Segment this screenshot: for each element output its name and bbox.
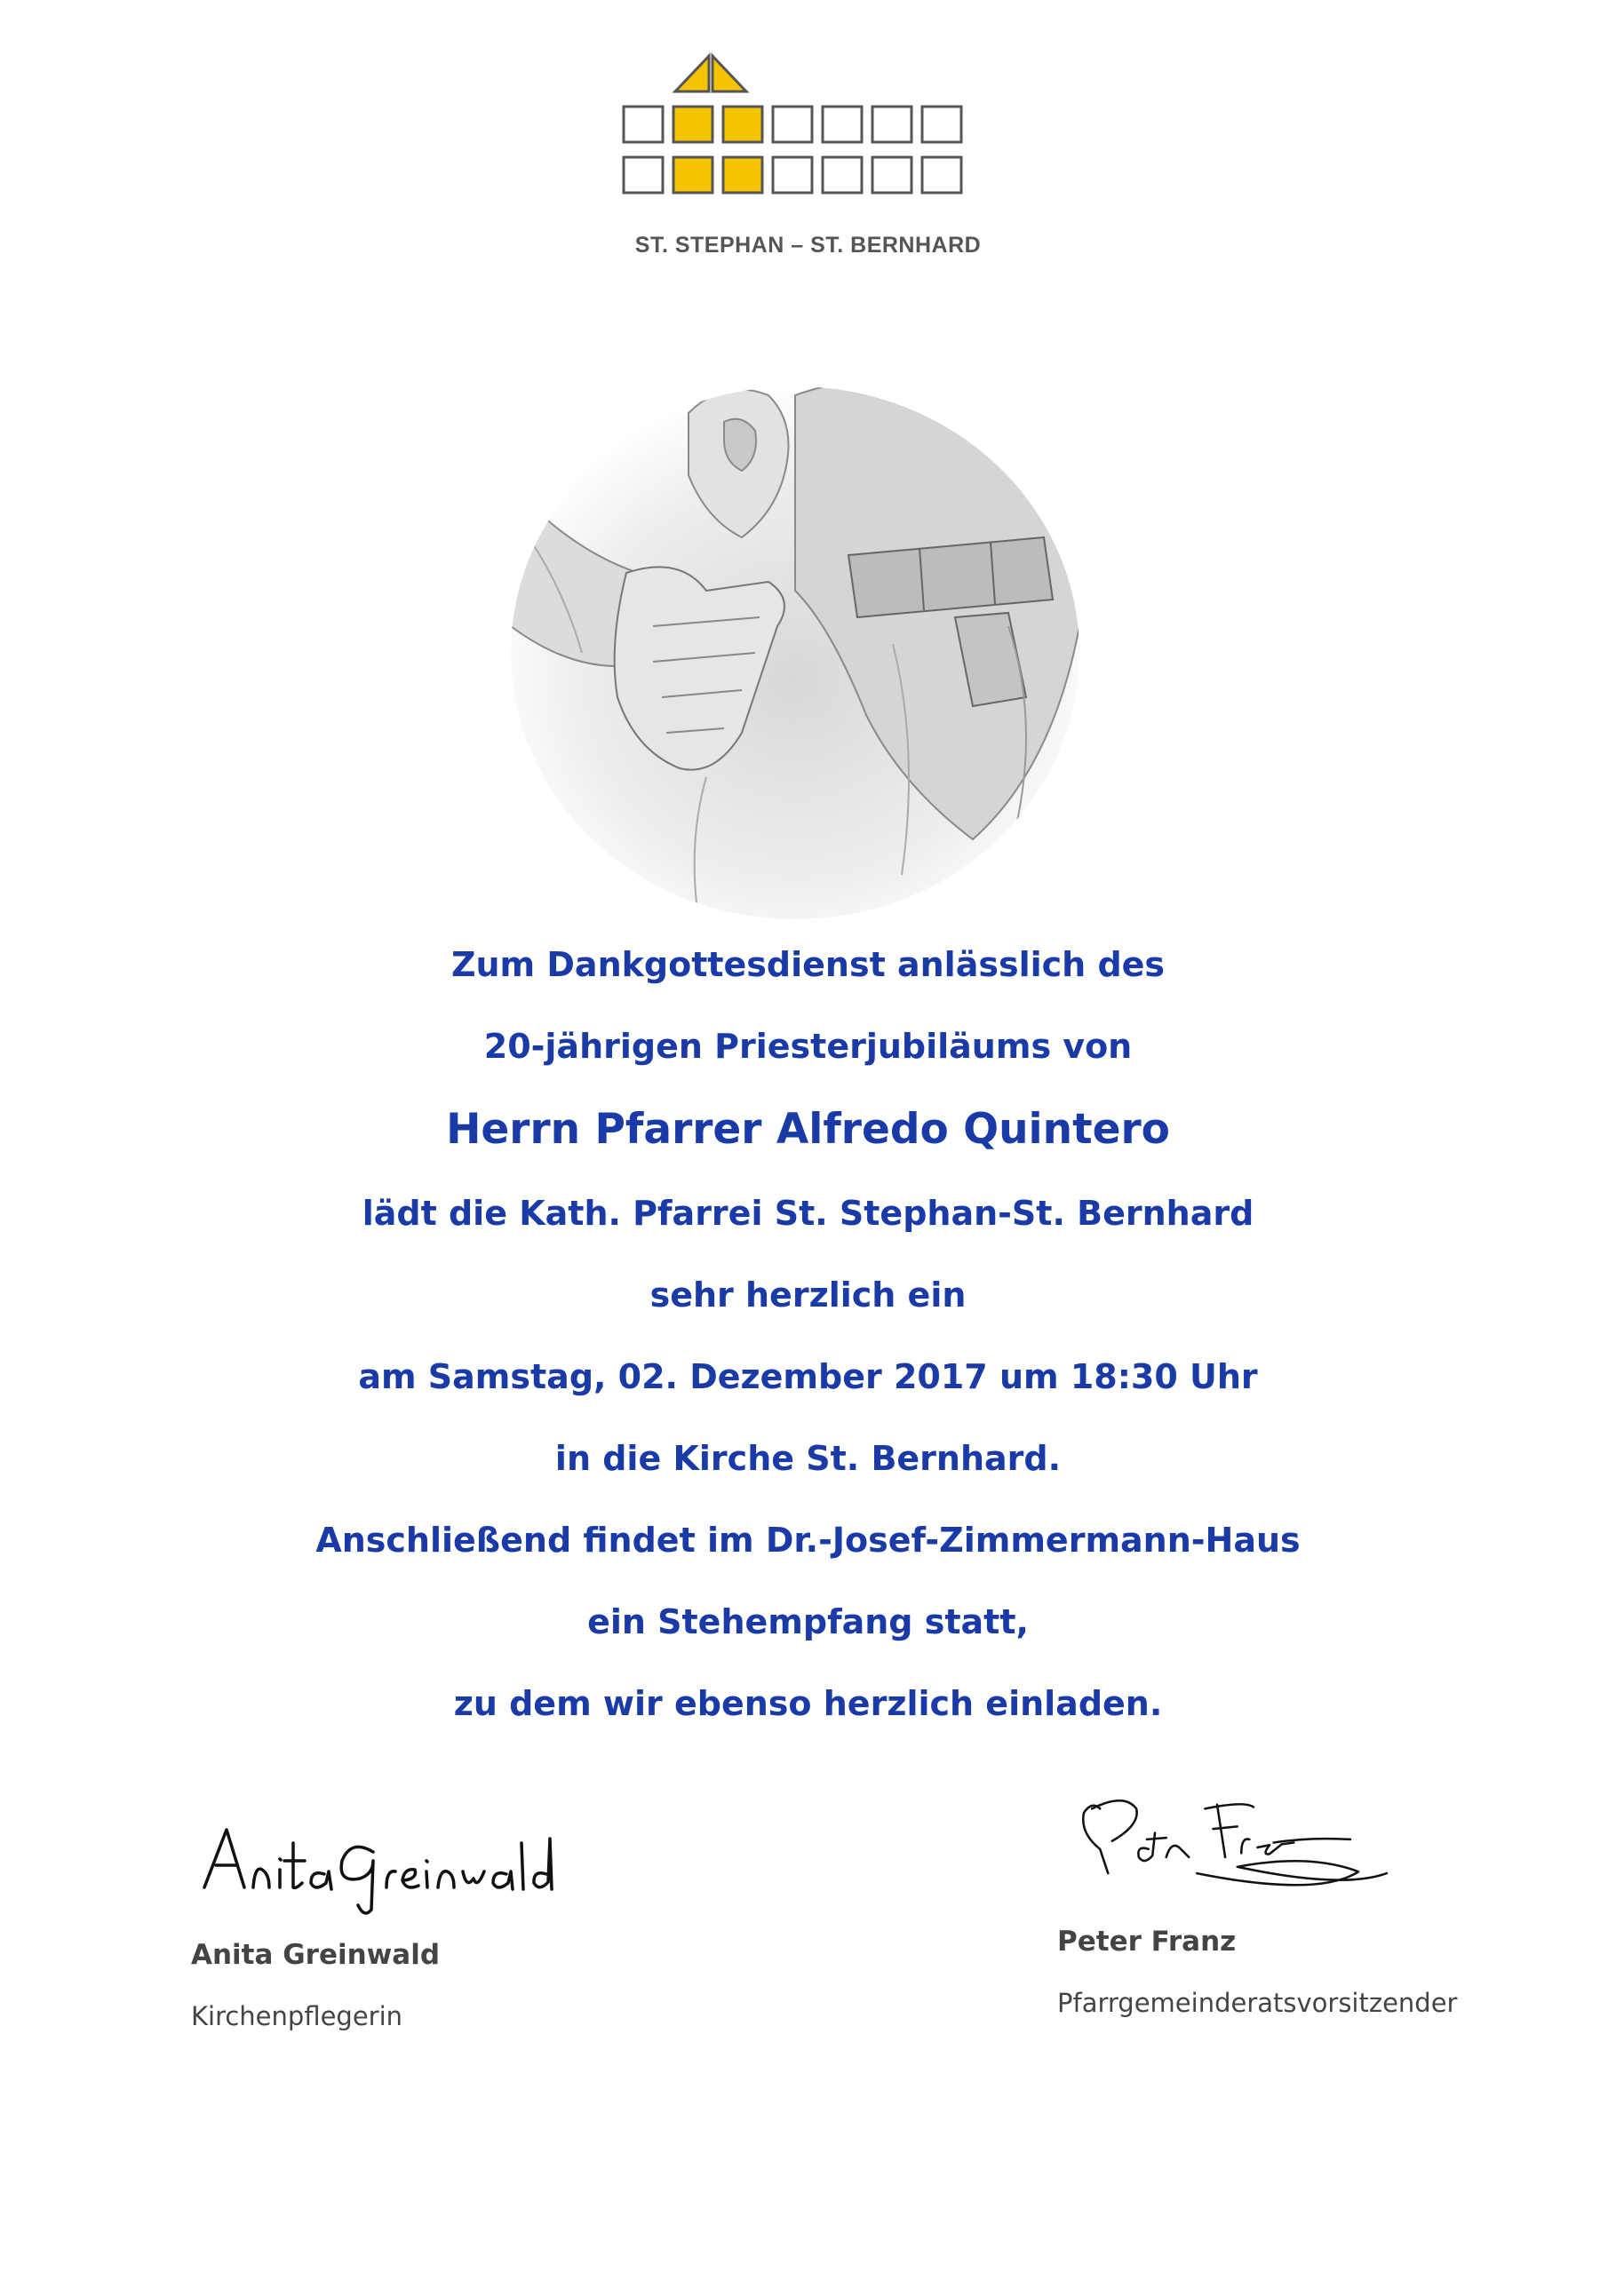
signatory-role-left: Kirchenpflegerin [191, 2001, 403, 2031]
invitation-line-closing: zu dem wir ebenso herzlich einladen. [453, 1684, 1163, 1723]
signatory-role-right: Pfarrgemeinderatsvorsitzender [1057, 1988, 1458, 2018]
invitation-text [0, 924, 1616, 1744]
signatory-name-left: Anita Greinwald [191, 1939, 441, 1971]
invitation-line-honoree: Herrn Pfarrer Alfredo Quintero [446, 1105, 1170, 1154]
signatory-name-right: Peter Franz [1057, 1926, 1237, 1958]
invitation-line-reception: ein Stehempfang statt, [587, 1602, 1029, 1641]
parish-name: ST. STEPHAN – ST. BERNHARD [634, 233, 982, 258]
invitation-line-reception-place: Anschließend findet im Dr.-Josef-Zimmermann-Haus [315, 1521, 1301, 1560]
roof-left-triangle [675, 56, 709, 91]
invitation-line-occasion: Zum Dankgottesdienst anlässlich des [450, 945, 1166, 984]
signature-block-right [1057, 1776, 1519, 2018]
priest-blessing-sketch-icon [475, 360, 1097, 928]
invitation-line-location: in die Kirche St. Bernhard. [554, 1439, 1062, 1478]
parish-logo [613, 49, 986, 209]
invitation-line-host: lädt die Kath. Pfarrei St. Stephan-St. Bernhard [362, 1194, 1254, 1233]
invitation-line-welcome: sehr herzlich ein [649, 1275, 967, 1315]
parish-logo-icon [613, 49, 986, 209]
roof-right-triangle [712, 56, 746, 91]
invitation-line-date: am Samstag, 02. Dezember 2017 um 18:30 Uhr [358, 1357, 1258, 1396]
signature-block-left [191, 1790, 653, 2031]
signature-peter-franz-icon [1057, 1776, 1466, 1910]
priest-blessing-illustration [475, 360, 1097, 928]
invitation-line-jubilee: 20-jährigen Priesterjubiläums von [483, 1027, 1133, 1066]
signature-anita-greinwald-icon [191, 1790, 600, 1923]
